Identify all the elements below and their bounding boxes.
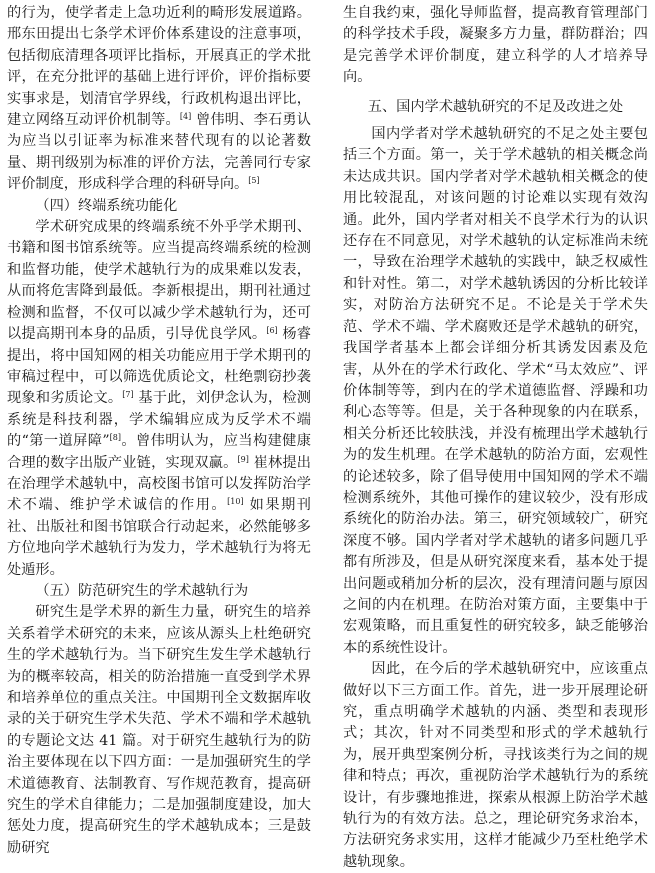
text-segment: 学术研究成果的终端系统不外乎学术期刊、书籍和图书馆系统等。应当提高终端系统的检测和监督功能，使学术越轨行为的成果难以发表，从而将危害降到最低。李新根提出，期刊社通过检测和监督，不仅可以减少学术越轨行为，还可以提高期刊本身的品质，引导优良学风。: [7, 219, 311, 343]
text-segment: 国内学者对学术越轨研究的不足之处主要包括三个方面。第一，关于学术越轨的相关概念尚未达成共识。国内学者对学术越轨相关概念的使用比较混乱，对该问题的讨论难以实现有效沟通。此外，国内学者对相关不良学术行为的认识还存在不同意见，对学术越轨的认定标准尚未统一，导致在治理学术越轨的实践中，缺乏权威性和针对性。第二，对学术越轨诱因的分析比较详实，对防治方法研究不足。不论是关于学术失范、学术不端、学术腐败还是学术越轨的研究，我国学者基本上都会详细分析其诱发因素及危害，从外在的学术行政化、学术“马太效应”、评价体制等等，到内在的学术道德监督、浮躁和功利心态等等。但是，关于各种现象的内在联系，相关分析还比较肤浅，并没有梳理出学术越轨行为的发生机理。在学术越轨的防治方面，宏观性的论述较多，除了倡导使用中国知网的学术不端检测系统外，其他可操作的建议较少，没有形成系统化的防治办法。第三，研究领域较广，研究深度不够。国内学者对学术越轨的诸多问题几乎都有所涉及，但是从研究深度来看，基本处于提出问题或稍加分析的层次，没有理清问题与原因之间的内在机理。在防治对策方面，主要集中于宏观策略，而且重复性的研究较多，缺乏能够治本的系统性设计。: [343, 126, 648, 656]
citation-ref: [4]: [179, 112, 192, 122]
paragraph: [343, 124, 648, 659]
paragraph: [343, 659, 648, 873]
text-segment: 因此，在今后的学术越轨研究中，应该重点做好以下三方面工作。首先，进一步开展理论研究，重点明确学术越轨的内涵、类型和表现形式；其次，针对不同类型和形式的学术越轨行为，展开典型案例分析，寻找该类行为之间的规律和特点；再次，重视防治学术越轨行为的系统设计，有步骤地推进，探索从根源上防治学术越轨行为的有效方法。总之，理论研究务求治本，方法研究务求实用，这样才能减少乃至杜绝学术越轨现象。: [343, 661, 648, 870]
text-segment: 生自我约束，强化导师监督，提高教育管理部门的科学技术手段，凝聚多方力量，群防群治；四是完善学术评价制度，建立科学的人才培养导向。: [343, 5, 648, 86]
right-column: [343, 3, 648, 873]
paragraph: [7, 217, 311, 581]
paragraph: [343, 3, 648, 89]
text-segment: 基于此，刘伊念认为，检测系统是科技利器，学术编辑应成为反学术不端的“第一道屏障”: [7, 390, 311, 450]
citation-ref: [7]: [122, 390, 134, 400]
text-segment: 崔林提出在治理学术越轨中，高校图书馆可以发挥防治学术不端、维护学术诚信的作用。: [7, 454, 311, 514]
citation-ref: [8]: [109, 433, 121, 443]
paragraph: [7, 3, 311, 196]
text-segment: 杨睿提出，将中国知网的相关功能应用于学术期刊的审稿过程中，可以筛选优质论文，杜绝剽窃抄袭现象和劣质论文。: [7, 326, 311, 407]
paragraph: [7, 602, 311, 859]
citation-ref: [9]: [237, 454, 249, 464]
text-segment: 研究生是学术界的新生力量，研究生的培养关系着学术研究的未来，应该从源头上杜绝研究生的学术越轨行为。当下研究生发生学术越轨行为的概率较高，相关的防治措施一直受到学术界和培养单位的重点关注。中国期刊全文数据库收录的关于研究生学术失范、学术不端和学术越轨的专题论文达 41 篇。对于研究生越轨行为的防治主要体现在以下四方面：一是加强研究生的学术道德教育、法制教育、写作规范教育，提高研究生的学术自律能力；二是加强制度建设，加大惩处力度，提高研究生的学术越轨成本；三是鼓励研究: [7, 604, 311, 856]
text-segment: 如果期刊社、出版社和图书馆联合行动起来，必然能够多方位地向学术越轨行为发力，学术越轨行为将无处遁形。: [7, 497, 311, 578]
text-segment: 。曾伟明认为，应当构建健康合理的数字出版产业链，实现双赢。: [7, 433, 311, 471]
section-heading: 五、国内学术越轨研究的不足及改进之处: [367, 98, 624, 115]
subsection-heading: （五）防范研究生的学术越轨行为: [35, 582, 249, 599]
citation-ref: [5]: [248, 176, 260, 186]
citation-ref: [10]: [227, 497, 244, 507]
text-segment: 曾伟明、李石勇认为应当以引证率为标准来替代现有的以论著数量、期刊级别为标准的评价方法，完善同行专家评价制度，形成科学合理的科研导向。: [7, 112, 311, 193]
text-segment: 的行为，使学者走上急功近利的畸形发展道路。邢东田提出七条学术评价体系建设的注意事项，包括彻底清理各项评比指标，开展真正的学术批评，在充分批评的基础上进行评价，评价指标要实事求是，划清官学界线，行政机构退出评比，建立网络互动评价机制等。: [7, 5, 311, 129]
subsection-heading: （四）终端系统功能化: [35, 197, 178, 214]
citation-ref: [6]: [266, 326, 278, 336]
left-column: [7, 3, 311, 859]
